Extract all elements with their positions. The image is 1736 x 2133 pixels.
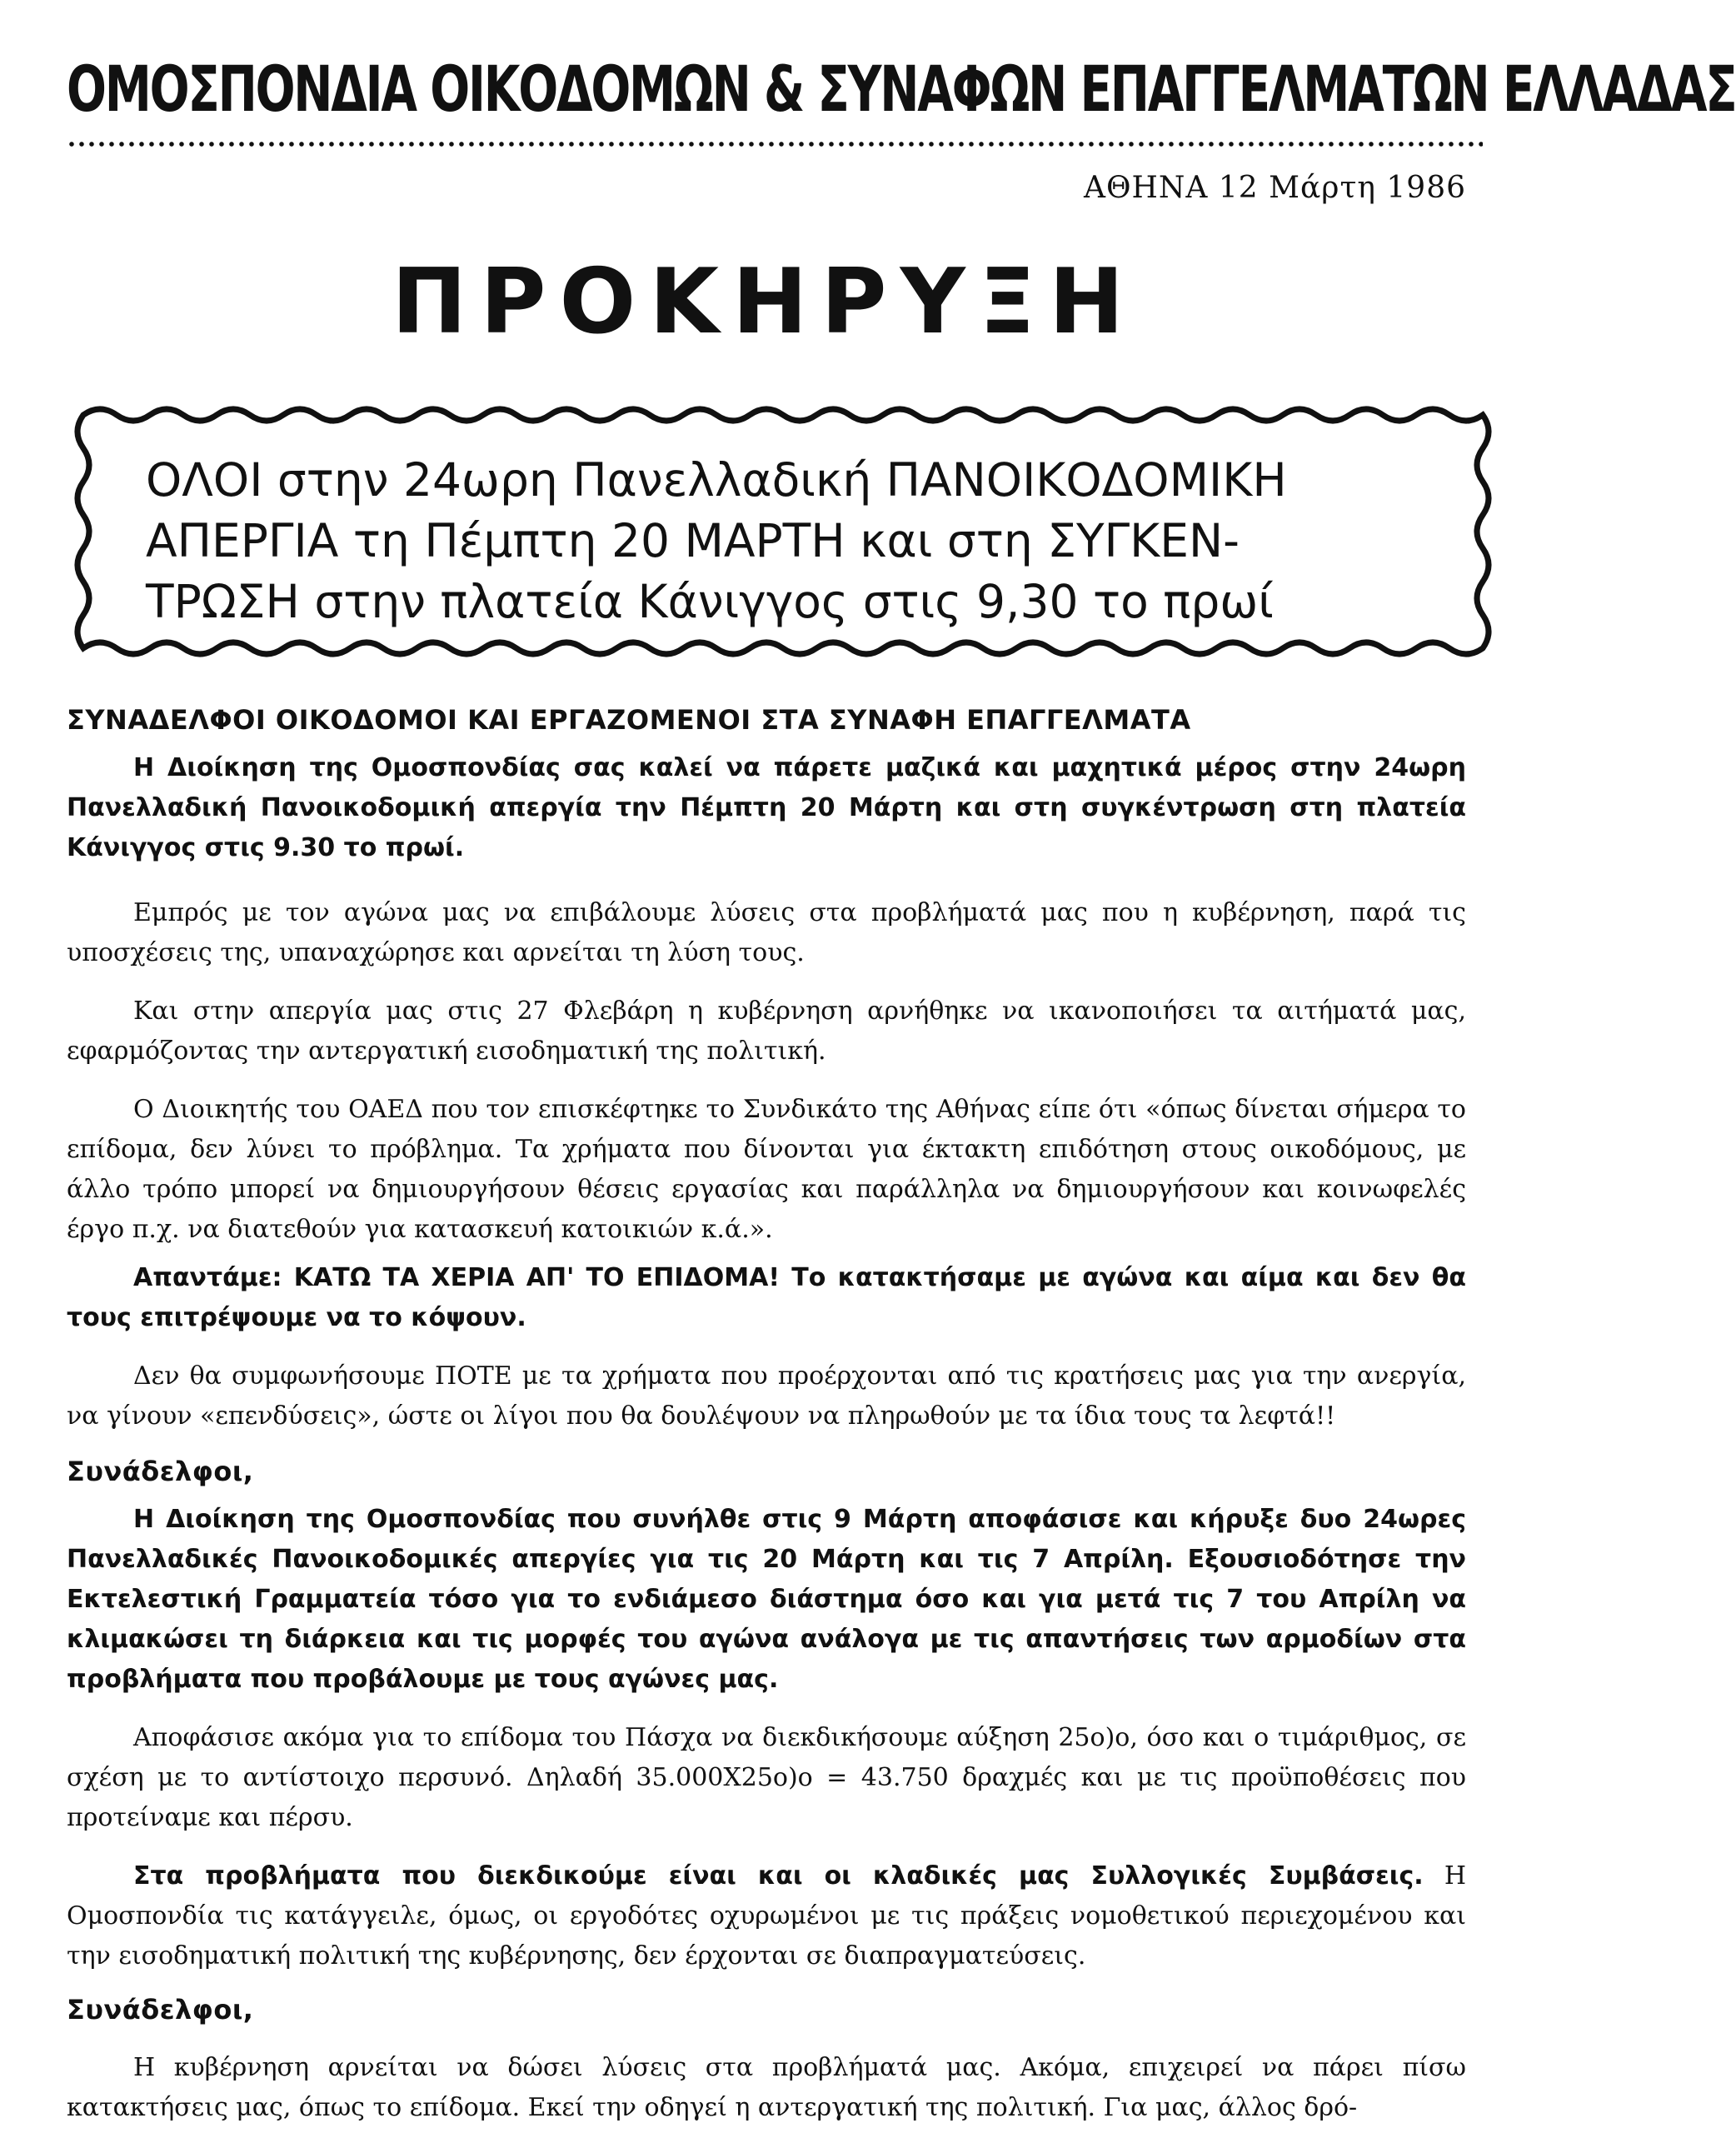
collective-agreements-rest: Η Ομοσπονδία τις κατάγγειλε, όμως, οι εργοδότες οχυρωμένοι με τις πράξεις νομοθετικού περιεχομένου και την εισοδηματική πολιτική της κυβέρνησης, δεν έρχονται σε διαπραγματεύσεις. <box>67 1861 1466 1971</box>
callout-text <box>146 450 1429 632</box>
paragraph-board-decision: Η Διοίκηση της Ομοσπονδίας που συνήλθε στις 9 Μάρτη αποφάσισε και κήρυξε δυο 24ωρες Πανελλαδικές Πανοικοδομικές απεργίες για τις 20 Μάρτη και τις 7 Απρίλη. Εξουσιοδότησε την Εκτελεστική Γραμματεία τόσο για το ενδιάμεσο διάστημα όσο και για μετά τις 7 του Απρίλη να κλιμακώσει τη διάρκεια και τις μορφές του αγώνα ανάλογα με τις απαντήσεις των αρμοδίων στα προβλήματα που προβάλουμε με τους αγώνες μας. <box>67 1505 1466 1694</box>
paragraph-collective-agreements <box>67 1856 1466 1976</box>
dateline: ΑΘΗΝΑ 12 Μάρτη 1986 <box>1084 171 1466 205</box>
section-heading-colleagues-2: Συνάδελφοι, <box>67 1994 254 2026</box>
article-body <box>67 700 1466 2128</box>
section-heading-colleagues-builders: ΣΥΝΑΔΕΛΦΟΙ ΟΙΚΟΔΟΜΟΙ ΚΑΙ ΕΡΓΑΖΟΜΕΝΟΙ ΣΤΑ ΣΥΝΑΦΗ ΕΠΑΓΓΕΛΜΑΤΑ <box>67 704 1191 736</box>
callout-line-3: ΤΡΩΣΗ στην πλατεία Κάνιγγος στις 9,30 το πρωί <box>146 575 1274 628</box>
paragraph-government-refuses: Η κυβέρνηση αρνείται να δώσει λύσεις στα προβλήματά μας. Ακόμα, επιχειρεί να πάρει πίσω κατακτήσεις μας, όπως το επίδομα. Εκεί την οδηγεί η αντεργατική της πολιτική. Για μας, άλλος δρό- <box>67 2053 1466 2122</box>
paragraph-call-to-strike: Η Διοίκηση της Ομοσπονδίας σας καλεί να πάρετε μαζικά και μαχητικά μέρος στην 24ωρη Πανελλαδική Πανοικοδομική απεργία την Πέμπτη 20 Μάρτη και στη συγκέντρωση στη πλατεία Κάνιγγος στις 9.30 το πρωί. <box>67 753 1466 862</box>
paragraph-unemployment-funds: Δεν θα συμφωνήσουμε ΠΟΤΕ με τα χρήματα που προέρχονται από τις κρατήσεις μας για την ανεργία, να γίνουν «επενδύσεις», ώστε οι λίγοι που θα δουλέψουν να πληρωθούν με τα ίδια τους τα λεφτά!! <box>67 1361 1466 1431</box>
section-heading-colleagues-1: Συνάδελφοι, <box>67 1456 254 1487</box>
paragraph-hands-off-allowance: Απαντάμε: ΚΑΤΩ ΤΑ ΧΕΡΙΑ ΑΠ' ΤΟ ΕΠΙΔΟΜΑ! Το κατακτήσαμε με αγώνα και αίμα και δεν θα τους επιτρέψουμε να το κόψουν. <box>67 1263 1466 1332</box>
main-title: ΠΡΟΚΗΡΥΞΗ <box>392 250 1138 354</box>
callout-line-1: ΟΛΟΙ στην 24ωρη Πανελλαδική ΠΑΝΟΙΚΟΔΟΜΙΚΗ <box>146 453 1287 507</box>
paragraph-forward-struggle: Εμπρός με τον αγώνα μας να επιβάλουμε λύσεις στα προβλήματά μας που η κυβέρνηση, παρά τις υποσχέσεις της, υπαναχώρησε και αρνείται τη λύση τους. <box>67 898 1466 967</box>
callout-line-2: ΑΠΕΡΓΙΑ τη Πέμπτη 20 ΜΑΡΤΗ και στη ΣΥΓΚΕΝ- <box>146 514 1240 567</box>
paragraph-easter-allowance: Αποφάσισε ακόμα για το επίδομα του Πάσχα να διεκδικήσουμε αύξηση 25ο)ο, όσο και ο τιμάριθμος, σε σχέση με το αντίστοιχο περσυνό. Δηλαδή 35.000Χ25ο)ο = 43.750 δραχμές και με τις προϋποθέσεις που προτείναμε και πέρσυ. <box>67 1723 1466 1832</box>
paragraph-february-strike: Και στην απεργία μας στις 27 Φλεβάρη η κυβέρνηση αρνήθηκε να ικανοποιήσει τα αιτήματά μας, εφαρμόζοντας την αντεργατική εισοδηματική της πολιτική. <box>67 997 1466 1066</box>
paragraph-oaed-governor: Ο Διοικητής του ΟΑΕΔ που τον επισκέφτηκε το Συνδικάτο της Αθήνας είπε ότι «όπως δίνεται σήμερα το επίδομα, δεν λύνει το πρόβλημα. Τα χρήματα που δίνονται για έκτακτη επιδότηση στους οικοδόμους, με άλλο τρόπο μπορεί να δημιουργήσουν θέσεις εργασίας και παράλληλα να δημιουργήσουν και κοινωφελές έργο π.χ. να διατεθούν για κατασκευή κατοικιών κ.ά.». <box>67 1095 1466 1244</box>
dotted-rule <box>67 140 1483 148</box>
organization-masthead: ΟΜΟΣΠΟΝΔΙΑ ΟΙΚΟΔΟΜΩΝ & ΣΥΝΑΦΩΝ ΕΠΑΓΓΕΛΜΑΤΩΝ ΕΛΛΑΔΑΣ <box>67 52 1736 126</box>
collective-agreements-lead: Στα προβλήματα που διεκδικούμε είναι και οι κλαδικές μας Συλλογικές Συμβάσεις. <box>133 1861 1424 1891</box>
